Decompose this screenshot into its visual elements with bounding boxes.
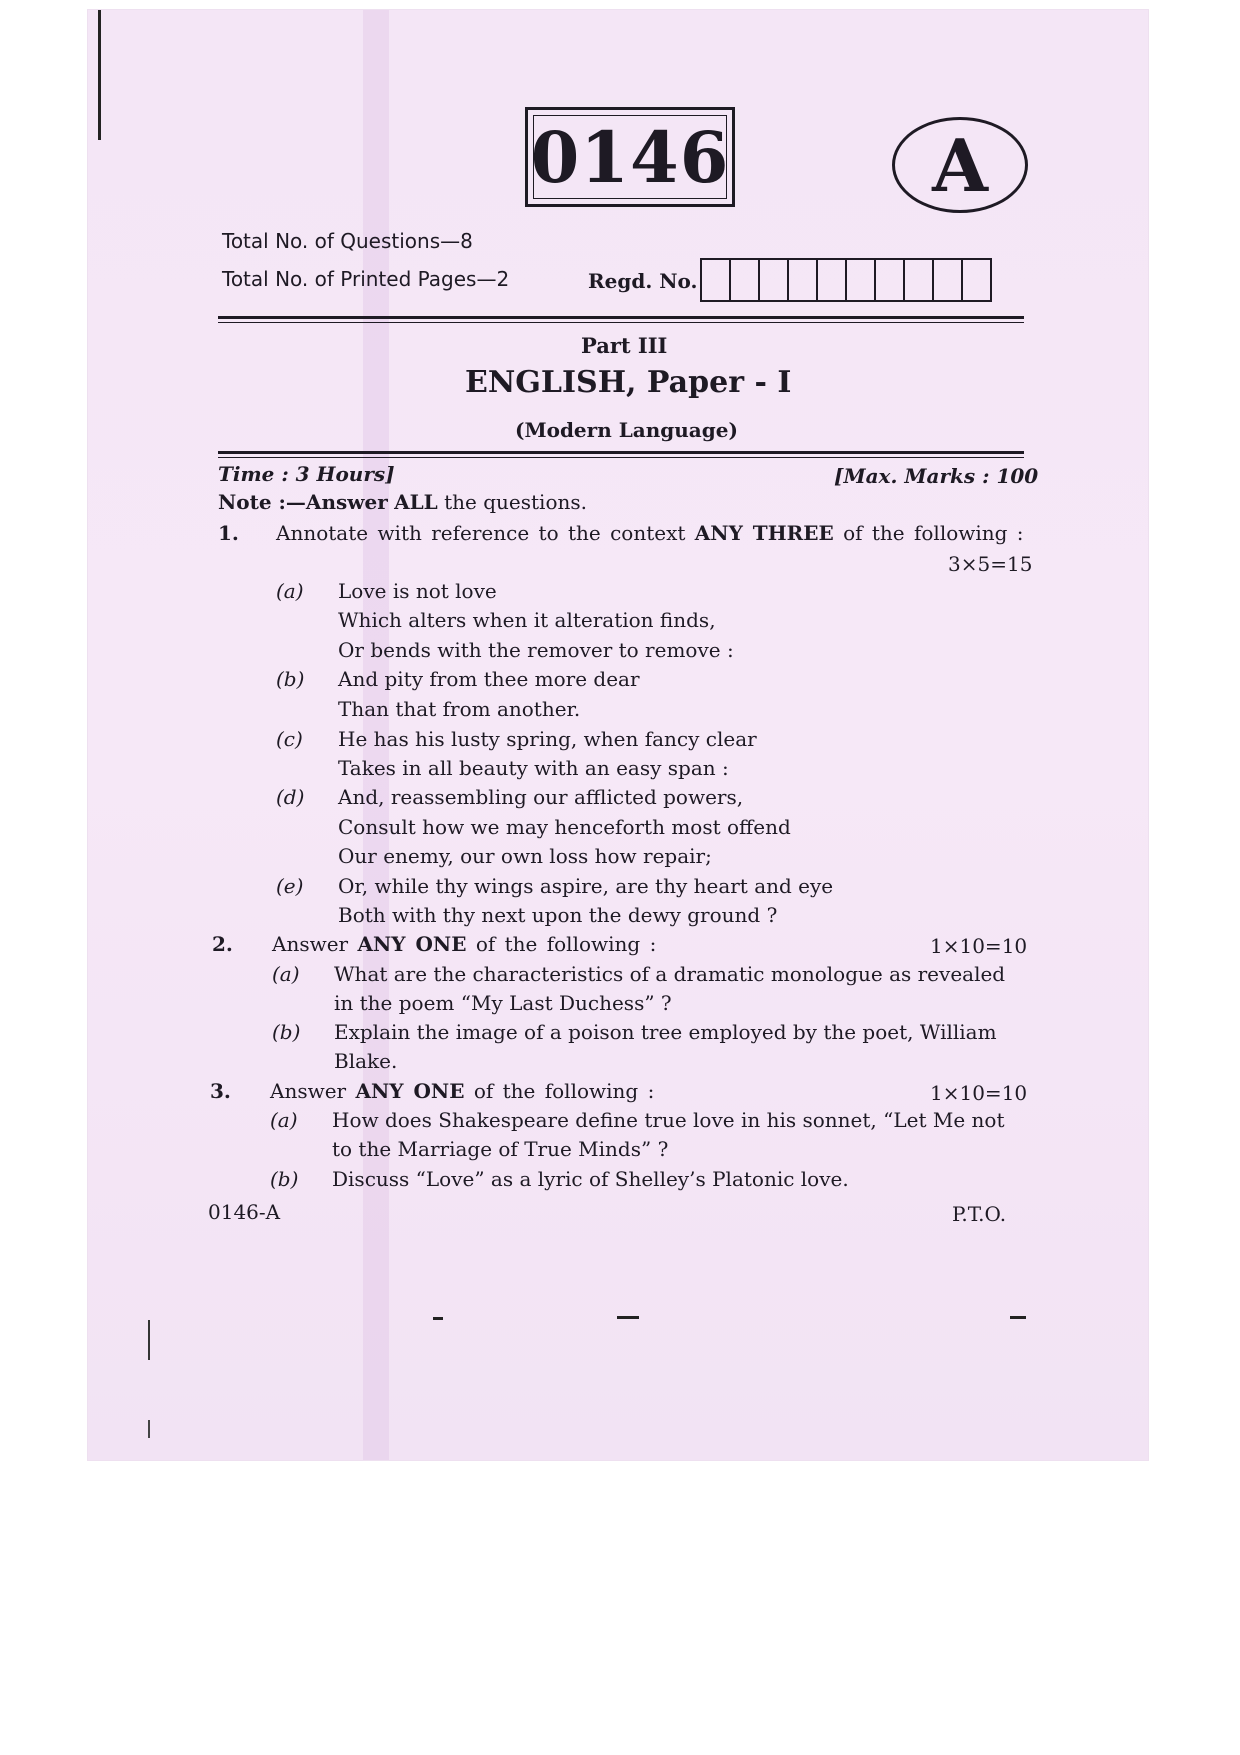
q2-item-line: Blake. [334,1049,398,1073]
paper-code-inner-border [533,115,727,199]
part-label: Part III [581,333,668,358]
regd-label: Regd. No. [588,269,698,293]
q1-item-line: Love is not love [338,579,497,603]
q1-text-b: of the following : [843,521,1024,545]
time-label: Time : 3 Hours] [218,462,395,486]
q1-number: 1. [218,521,239,545]
note-label: Note :—Answer [218,490,388,514]
scan-speck [1010,1316,1026,1319]
q1-instruction [276,521,1024,545]
stream-label: (Modern Language) [515,418,738,442]
q3-text-bold: ANY ONE [355,1079,465,1103]
q2-text-b: of the following : [475,932,657,956]
q1-text-a: Annotate with reference to the context [276,521,686,545]
header-rule [218,316,1024,319]
q2-item-label: (b) [272,1020,301,1044]
regd-number-boxes[interactable] [702,258,992,302]
total-questions: Total No. of Questions—8 [222,229,473,253]
max-marks-label: [Max. Marks : 100 [834,464,1039,488]
q1-item-line: He has his lusty spring, when fancy clear [338,727,757,751]
q2-marks: 1×10=10 [930,934,1028,958]
q3-item-label: (a) [270,1108,298,1132]
regd-digit-box[interactable] [729,258,760,302]
q1-item-line: Which alters when it alteration finds, [338,608,716,632]
scan-edge-mark [98,10,101,140]
footer-code: 0146-A [208,1200,281,1224]
q1-item-line: Or, while thy wings aspire, are thy heart and eye [338,874,834,898]
q2-text-bold: ANY ONE [357,932,467,956]
q1-item-label: (b) [276,667,305,691]
q2-number: 2. [212,932,233,956]
paper-code-box [525,107,735,207]
paper-code: 0146 [530,115,730,199]
note-line [218,490,587,514]
subject-title: ENGLISH, Paper - I [465,365,792,400]
q1-item-label: (a) [276,579,304,603]
q1-item-line: Both with thy next upon the dewy ground ? [338,903,778,927]
q2-item-line: Explain the image of a poison tree employed by the poet, William [334,1020,997,1044]
q1-text-bold: ANY THREE [694,521,834,545]
q3-text-b: of the following : [473,1079,655,1103]
q3-item-label: (b) [270,1167,299,1191]
scan-edge-mark [148,1420,150,1438]
q2-item-line: What are the characteristics of a dramatic monologue as revealed [334,962,1006,986]
set-letter: A [932,122,988,208]
q3-text-a: Answer [270,1079,347,1103]
footer-pto: P.T.O. [952,1202,1007,1226]
q3-marks: 1×10=10 [930,1081,1028,1105]
q1-item-line: And, reassembling our afflicted powers, [338,785,744,809]
q2-instruction [272,932,656,956]
q1-item-line: Our enemy, our own loss how repair; [338,844,712,868]
note-bold: ALL [394,490,438,514]
q2-item-line: in the poem “My Last Duchess” ? [334,991,672,1015]
note-rest: the questions. [444,490,587,514]
regd-digit-box[interactable] [816,258,847,302]
title-rule [218,451,1024,454]
q3-item-line: to the Marriage of True Minds” ? [332,1137,669,1161]
q3-number: 3. [210,1079,231,1103]
regd-digit-box[interactable] [845,258,876,302]
set-letter-oval [892,117,1028,213]
scan-edge-mark [148,1320,150,1360]
regd-digit-box[interactable] [932,258,963,302]
q1-item-line: Than that from another. [338,697,581,721]
q2-item-label: (a) [272,962,300,986]
total-pages: Total No. of Printed Pages—2 [222,267,510,291]
q1-item-line: Or bends with the remover to remove : [338,638,734,662]
scan-speck [433,1317,443,1320]
regd-digit-box[interactable] [903,258,934,302]
q3-item-line: How does Shakespeare define true love in his sonnet, “Let Me not [332,1108,1005,1132]
header-rule [218,322,1024,323]
q1-item-line: Consult how we may henceforth most offend [338,815,791,839]
regd-digit-box[interactable] [874,258,905,302]
regd-digit-box[interactable] [961,258,992,302]
q1-item-label: (c) [276,727,303,751]
q1-item-label: (e) [276,874,304,898]
scan-speck [617,1316,639,1319]
q3-item-line: Discuss “Love” as a lyric of Shelley’s Platonic love. [332,1167,849,1191]
q3-instruction [270,1079,654,1103]
q1-item-label: (d) [276,785,305,809]
regd-digit-box[interactable] [700,258,731,302]
title-rule [218,457,1024,458]
q2-text-a: Answer [272,932,349,956]
q1-marks: 3×5=15 [948,552,1033,576]
regd-digit-box[interactable] [787,258,818,302]
q1-item-line: And pity from thee more dear [338,667,640,691]
q1-item-line: Takes in all beauty with an easy span : [338,756,729,780]
regd-digit-box[interactable] [758,258,789,302]
